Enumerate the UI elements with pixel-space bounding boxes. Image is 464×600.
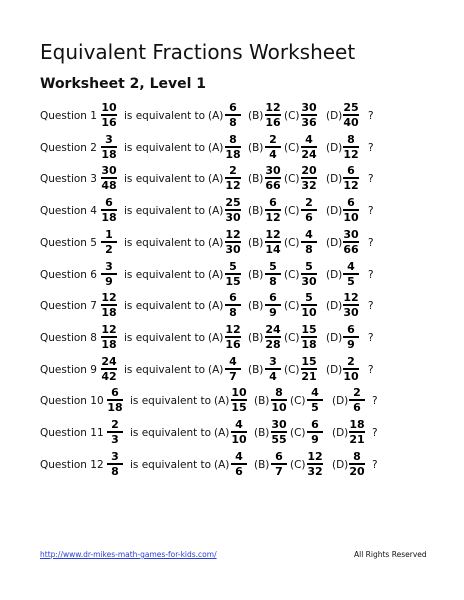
fraction-numerator: 4 <box>305 227 313 241</box>
option-fraction <box>222 102 244 128</box>
fraction-denominator: 12 <box>343 147 359 161</box>
question-label: Question 12 <box>40 458 104 471</box>
fraction-numerator: 12 <box>101 322 117 336</box>
fraction-denominator: 15 <box>225 274 241 288</box>
option-letter: (D) <box>326 173 343 186</box>
option-letter: (C) <box>284 141 300 154</box>
option-fraction <box>228 451 250 477</box>
option-letter: (D) <box>326 363 343 376</box>
question-row <box>0 387 464 417</box>
page-title: Equivalent Fractions Worksheet <box>40 40 356 64</box>
question-fraction <box>98 197 120 223</box>
fraction-numerator: 10 <box>231 386 247 400</box>
option-fraction <box>228 387 250 413</box>
fraction-denominator: 20 <box>349 464 365 478</box>
fraction-numerator: 6 <box>275 449 283 463</box>
question-fraction <box>98 292 120 318</box>
option-fraction <box>262 292 284 318</box>
fraction-numerator: 6 <box>269 196 277 210</box>
question-mark: ? <box>368 205 374 218</box>
option-letter: (D) <box>332 427 349 439</box>
option-letter: (A) <box>208 363 224 376</box>
fraction-numerator: 8 <box>229 132 237 146</box>
option-fraction <box>340 197 362 223</box>
question-mark: ? <box>368 141 374 154</box>
fraction-numerator: 30 <box>343 227 359 241</box>
footer-link[interactable]: http://www.dr-mikes-math-games-for-kids.com/ <box>40 550 217 559</box>
option-letter: (D) <box>326 331 343 344</box>
fraction-numerator: 4 <box>305 132 313 146</box>
option-letter: (C) <box>284 236 300 249</box>
fraction-numerator: 4 <box>347 259 355 273</box>
fraction-numerator: 5 <box>305 259 313 273</box>
option-letter: (D) <box>326 141 343 154</box>
fraction-numerator: 18 <box>349 418 365 431</box>
option-fraction <box>222 356 244 382</box>
fraction-denominator: 66 <box>343 242 359 256</box>
fraction-denominator: 32 <box>301 179 317 193</box>
option-letter: (A) <box>208 110 224 122</box>
fraction-denominator: 16 <box>265 116 281 129</box>
fraction-denominator: 16 <box>101 116 117 129</box>
question-label: Question 3 <box>40 173 97 186</box>
option-letter: (B) <box>248 300 264 313</box>
option-fraction <box>298 292 320 318</box>
option-letter: (B) <box>248 205 264 218</box>
fraction-denominator: 9 <box>105 274 113 288</box>
fraction-numerator: 12 <box>265 101 281 114</box>
option-letter: (C) <box>290 427 306 439</box>
fraction-denominator: 18 <box>101 337 117 351</box>
option-letter: (D) <box>332 458 349 471</box>
fraction-denominator: 2 <box>105 242 113 256</box>
equivalent-text: is equivalent to <box>130 458 212 471</box>
option-fraction <box>298 356 320 382</box>
fraction-numerator: 3 <box>105 132 113 146</box>
question-row <box>0 134 464 164</box>
fraction-denominator: 8 <box>269 274 277 288</box>
option-fraction <box>346 419 368 445</box>
question-mark: ? <box>368 110 374 122</box>
fraction-denominator: 21 <box>349 433 365 446</box>
option-letter: (B) <box>248 141 264 154</box>
fraction-denominator: 28 <box>265 337 281 351</box>
option-letter: (A) <box>208 236 224 249</box>
fraction-denominator: 4 <box>269 369 277 383</box>
equivalent-text: is equivalent to <box>124 110 206 122</box>
fraction-numerator: 12 <box>225 227 241 241</box>
fraction-numerator: 30 <box>271 418 287 431</box>
fraction-numerator: 4 <box>311 386 319 400</box>
option-fraction <box>298 102 320 128</box>
fraction-numerator: 6 <box>311 418 319 431</box>
question-mark: ? <box>368 331 374 344</box>
fraction-numerator: 3 <box>111 449 119 463</box>
question-row <box>0 229 464 259</box>
question-label: Question 11 <box>40 427 104 439</box>
fraction-denominator: 6 <box>235 464 243 478</box>
fraction-denominator: 7 <box>229 369 237 383</box>
question-label: Question 10 <box>40 395 104 408</box>
fraction-denominator: 30 <box>343 306 359 320</box>
fraction-numerator: 6 <box>111 386 119 400</box>
option-letter: (D) <box>326 236 343 249</box>
question-fraction <box>98 134 120 160</box>
option-fraction <box>346 451 368 477</box>
option-letter: (A) <box>208 141 224 154</box>
fraction-numerator: 6 <box>269 291 277 305</box>
fraction-denominator: 18 <box>101 211 117 225</box>
option-letter: (A) <box>214 427 230 439</box>
option-fraction <box>262 165 284 191</box>
fraction-numerator: 6 <box>229 101 237 114</box>
option-fraction <box>268 419 290 445</box>
fraction-numerator: 2 <box>229 164 237 178</box>
option-fraction <box>262 229 284 255</box>
question-label: Question 7 <box>40 300 97 313</box>
question-label: Question 4 <box>40 205 97 218</box>
option-fraction <box>298 197 320 223</box>
question-label: Question 1 <box>40 110 97 122</box>
fraction-denominator: 12 <box>225 179 241 193</box>
option-fraction <box>304 451 326 477</box>
fraction-denominator: 18 <box>301 337 317 351</box>
option-letter: (C) <box>284 205 300 218</box>
option-letter: (B) <box>254 427 270 439</box>
fraction-numerator: 6 <box>347 164 355 178</box>
fraction-denominator: 8 <box>229 306 237 320</box>
fraction-numerator: 25 <box>343 101 359 114</box>
fraction-numerator: 6 <box>347 196 355 210</box>
question-row <box>0 102 464 132</box>
option-fraction <box>262 197 284 223</box>
option-letter: (B) <box>254 458 270 471</box>
question-label: Question 8 <box>40 331 97 344</box>
option-fraction <box>298 229 320 255</box>
option-fraction <box>346 387 368 413</box>
fraction-numerator: 2 <box>347 354 355 368</box>
equivalent-text: is equivalent to <box>124 205 206 218</box>
fraction-numerator: 30 <box>301 101 317 114</box>
question-label: Question 6 <box>40 268 97 281</box>
equivalent-text: is equivalent to <box>130 427 212 439</box>
equivalent-text: is equivalent to <box>130 395 212 408</box>
option-fraction <box>262 261 284 287</box>
fraction-denominator: 18 <box>101 147 117 161</box>
fraction-numerator: 24 <box>265 322 281 336</box>
option-letter: (A) <box>208 331 224 344</box>
fraction-numerator: 3 <box>269 354 277 368</box>
option-fraction <box>340 356 362 382</box>
question-mark: ? <box>368 268 374 281</box>
fraction-denominator: 24 <box>301 147 317 161</box>
option-letter: (B) <box>248 110 264 122</box>
option-fraction <box>228 419 250 445</box>
option-letter: (D) <box>332 395 349 408</box>
fraction-denominator: 8 <box>111 464 119 478</box>
fraction-numerator: 24 <box>101 354 117 368</box>
fraction-denominator: 40 <box>343 116 359 129</box>
question-label: Question 2 <box>40 141 97 154</box>
question-row <box>0 324 464 354</box>
option-fraction <box>298 261 320 287</box>
fraction-numerator: 4 <box>235 418 243 431</box>
equivalent-text: is equivalent to <box>124 141 206 154</box>
option-letter: (B) <box>254 395 270 408</box>
fraction-numerator: 10 <box>101 101 117 114</box>
fraction-denominator: 12 <box>265 211 281 225</box>
question-fraction <box>98 261 120 287</box>
question-mark: ? <box>372 427 378 439</box>
question-fraction <box>98 229 120 255</box>
option-letter: (A) <box>208 300 224 313</box>
option-fraction <box>222 165 244 191</box>
fraction-denominator: 10 <box>271 401 287 415</box>
fraction-numerator: 12 <box>101 291 117 305</box>
option-fraction <box>340 261 362 287</box>
question-row <box>0 197 464 227</box>
option-letter: (C) <box>284 268 300 281</box>
question-fraction <box>98 165 120 191</box>
fraction-numerator: 2 <box>111 418 119 431</box>
fraction-denominator: 16 <box>225 337 241 351</box>
fraction-numerator: 1 <box>105 227 113 241</box>
equivalent-text: is equivalent to <box>124 268 206 281</box>
option-letter: (C) <box>290 458 306 471</box>
fraction-denominator: 42 <box>101 369 117 383</box>
fraction-numerator: 30 <box>101 164 117 178</box>
fraction-denominator: 9 <box>269 306 277 320</box>
question-mark: ? <box>372 458 378 471</box>
fraction-numerator: 12 <box>265 227 281 241</box>
fraction-denominator: 8 <box>305 242 313 256</box>
question-mark: ? <box>372 395 378 408</box>
option-fraction <box>268 451 290 477</box>
fraction-numerator: 12 <box>343 291 359 305</box>
question-fraction <box>104 451 126 477</box>
question-row <box>0 451 464 481</box>
fraction-numerator: 20 <box>301 164 317 178</box>
question-fraction <box>98 102 120 128</box>
fraction-numerator: 3 <box>105 259 113 273</box>
fraction-denominator: 5 <box>347 274 355 288</box>
fraction-denominator: 6 <box>305 211 313 225</box>
fraction-denominator: 9 <box>311 433 319 446</box>
option-letter: (D) <box>326 268 343 281</box>
option-fraction <box>304 419 326 445</box>
fraction-numerator: 8 <box>347 132 355 146</box>
option-fraction <box>222 134 244 160</box>
fraction-denominator: 3 <box>111 433 119 446</box>
fraction-denominator: 32 <box>307 464 323 478</box>
fraction-denominator: 18 <box>101 306 117 320</box>
fraction-denominator: 12 <box>343 179 359 193</box>
question-row <box>0 261 464 291</box>
fraction-denominator: 10 <box>343 211 359 225</box>
fraction-numerator: 2 <box>269 132 277 146</box>
question-fraction <box>98 324 120 350</box>
question-mark: ? <box>368 173 374 186</box>
fraction-numerator: 8 <box>275 386 283 400</box>
question-row <box>0 419 464 449</box>
fraction-numerator: 15 <box>301 322 317 336</box>
option-letter: (B) <box>248 331 264 344</box>
option-fraction <box>298 165 320 191</box>
option-letter: (A) <box>208 268 224 281</box>
option-fraction <box>340 134 362 160</box>
fraction-denominator: 15 <box>231 401 247 415</box>
option-letter: (D) <box>326 110 343 122</box>
option-letter: (B) <box>248 236 264 249</box>
footer-rights: All Rights Reserved <box>354 550 427 559</box>
fraction-denominator: 5 <box>311 401 319 415</box>
question-mark: ? <box>368 300 374 313</box>
option-fraction <box>262 356 284 382</box>
fraction-denominator: 48 <box>101 179 117 193</box>
question-row <box>0 356 464 386</box>
option-fraction <box>340 165 362 191</box>
fraction-denominator: 66 <box>265 179 281 193</box>
option-fraction <box>340 102 362 128</box>
fraction-denominator: 10 <box>343 369 359 383</box>
option-fraction <box>298 324 320 350</box>
fraction-denominator: 9 <box>347 337 355 351</box>
fraction-denominator: 4 <box>269 147 277 161</box>
option-letter: (C) <box>284 331 300 344</box>
option-fraction <box>340 229 362 255</box>
fraction-numerator: 30 <box>265 164 281 178</box>
question-mark: ? <box>368 363 374 376</box>
option-letter: (D) <box>326 300 343 313</box>
option-fraction <box>340 292 362 318</box>
option-fraction <box>222 324 244 350</box>
fraction-numerator: 12 <box>307 449 323 463</box>
question-label: Question 9 <box>40 363 97 376</box>
fraction-numerator: 8 <box>353 449 361 463</box>
fraction-numerator: 5 <box>305 291 313 305</box>
option-fraction <box>304 387 326 413</box>
option-fraction <box>222 229 244 255</box>
fraction-numerator: 15 <box>301 354 317 368</box>
option-fraction <box>262 102 284 128</box>
option-fraction <box>222 292 244 318</box>
page-subtitle: Worksheet 2, Level 1 <box>40 76 207 92</box>
option-fraction <box>222 261 244 287</box>
option-letter: (B) <box>248 268 264 281</box>
option-letter: (A) <box>214 458 230 471</box>
option-letter: (A) <box>208 205 224 218</box>
fraction-numerator: 25 <box>225 196 241 210</box>
fraction-denominator: 6 <box>353 401 361 415</box>
question-row <box>0 292 464 322</box>
question-label: Question 5 <box>40 236 97 249</box>
option-letter: (A) <box>214 395 230 408</box>
fraction-numerator: 6 <box>229 291 237 305</box>
fraction-numerator: 6 <box>105 196 113 210</box>
option-fraction <box>262 134 284 160</box>
option-fraction <box>262 324 284 350</box>
option-fraction <box>268 387 290 413</box>
option-letter: (C) <box>290 395 306 408</box>
option-letter: (B) <box>248 363 264 376</box>
question-fraction <box>104 387 126 413</box>
fraction-denominator: 14 <box>265 242 281 256</box>
fraction-denominator: 55 <box>271 433 287 446</box>
option-letter: (B) <box>248 173 264 186</box>
equivalent-text: is equivalent to <box>124 363 206 376</box>
option-letter: (C) <box>284 363 300 376</box>
option-letter: (C) <box>284 110 300 122</box>
question-fraction <box>104 419 126 445</box>
fraction-denominator: 18 <box>225 147 241 161</box>
fraction-numerator: 4 <box>229 354 237 368</box>
option-letter: (D) <box>326 205 343 218</box>
fraction-numerator: 5 <box>229 259 237 273</box>
fraction-numerator: 2 <box>305 196 313 210</box>
equivalent-text: is equivalent to <box>124 173 206 186</box>
equivalent-text: is equivalent to <box>124 331 206 344</box>
question-row <box>0 165 464 195</box>
fraction-denominator: 21 <box>301 369 317 383</box>
question-fraction <box>98 356 120 382</box>
question-mark: ? <box>368 236 374 249</box>
fraction-denominator: 18 <box>107 401 123 415</box>
option-letter: (C) <box>284 300 300 313</box>
fraction-numerator: 5 <box>269 259 277 273</box>
equivalent-text: is equivalent to <box>124 300 206 313</box>
fraction-denominator: 30 <box>225 242 241 256</box>
fraction-numerator: 6 <box>347 322 355 336</box>
fraction-denominator: 36 <box>301 116 317 129</box>
fraction-denominator: 8 <box>229 116 237 129</box>
fraction-denominator: 30 <box>301 274 317 288</box>
fraction-numerator: 2 <box>353 386 361 400</box>
fraction-denominator: 10 <box>301 306 317 320</box>
fraction-numerator: 12 <box>225 322 241 336</box>
option-letter: (A) <box>208 173 224 186</box>
fraction-numerator: 4 <box>235 449 243 463</box>
option-fraction <box>340 324 362 350</box>
equivalent-text: is equivalent to <box>124 236 206 249</box>
fraction-denominator: 10 <box>231 433 247 446</box>
option-fraction <box>222 197 244 223</box>
fraction-denominator: 30 <box>225 211 241 225</box>
fraction-denominator: 7 <box>275 464 283 478</box>
option-letter: (C) <box>284 173 300 186</box>
option-fraction <box>298 134 320 160</box>
